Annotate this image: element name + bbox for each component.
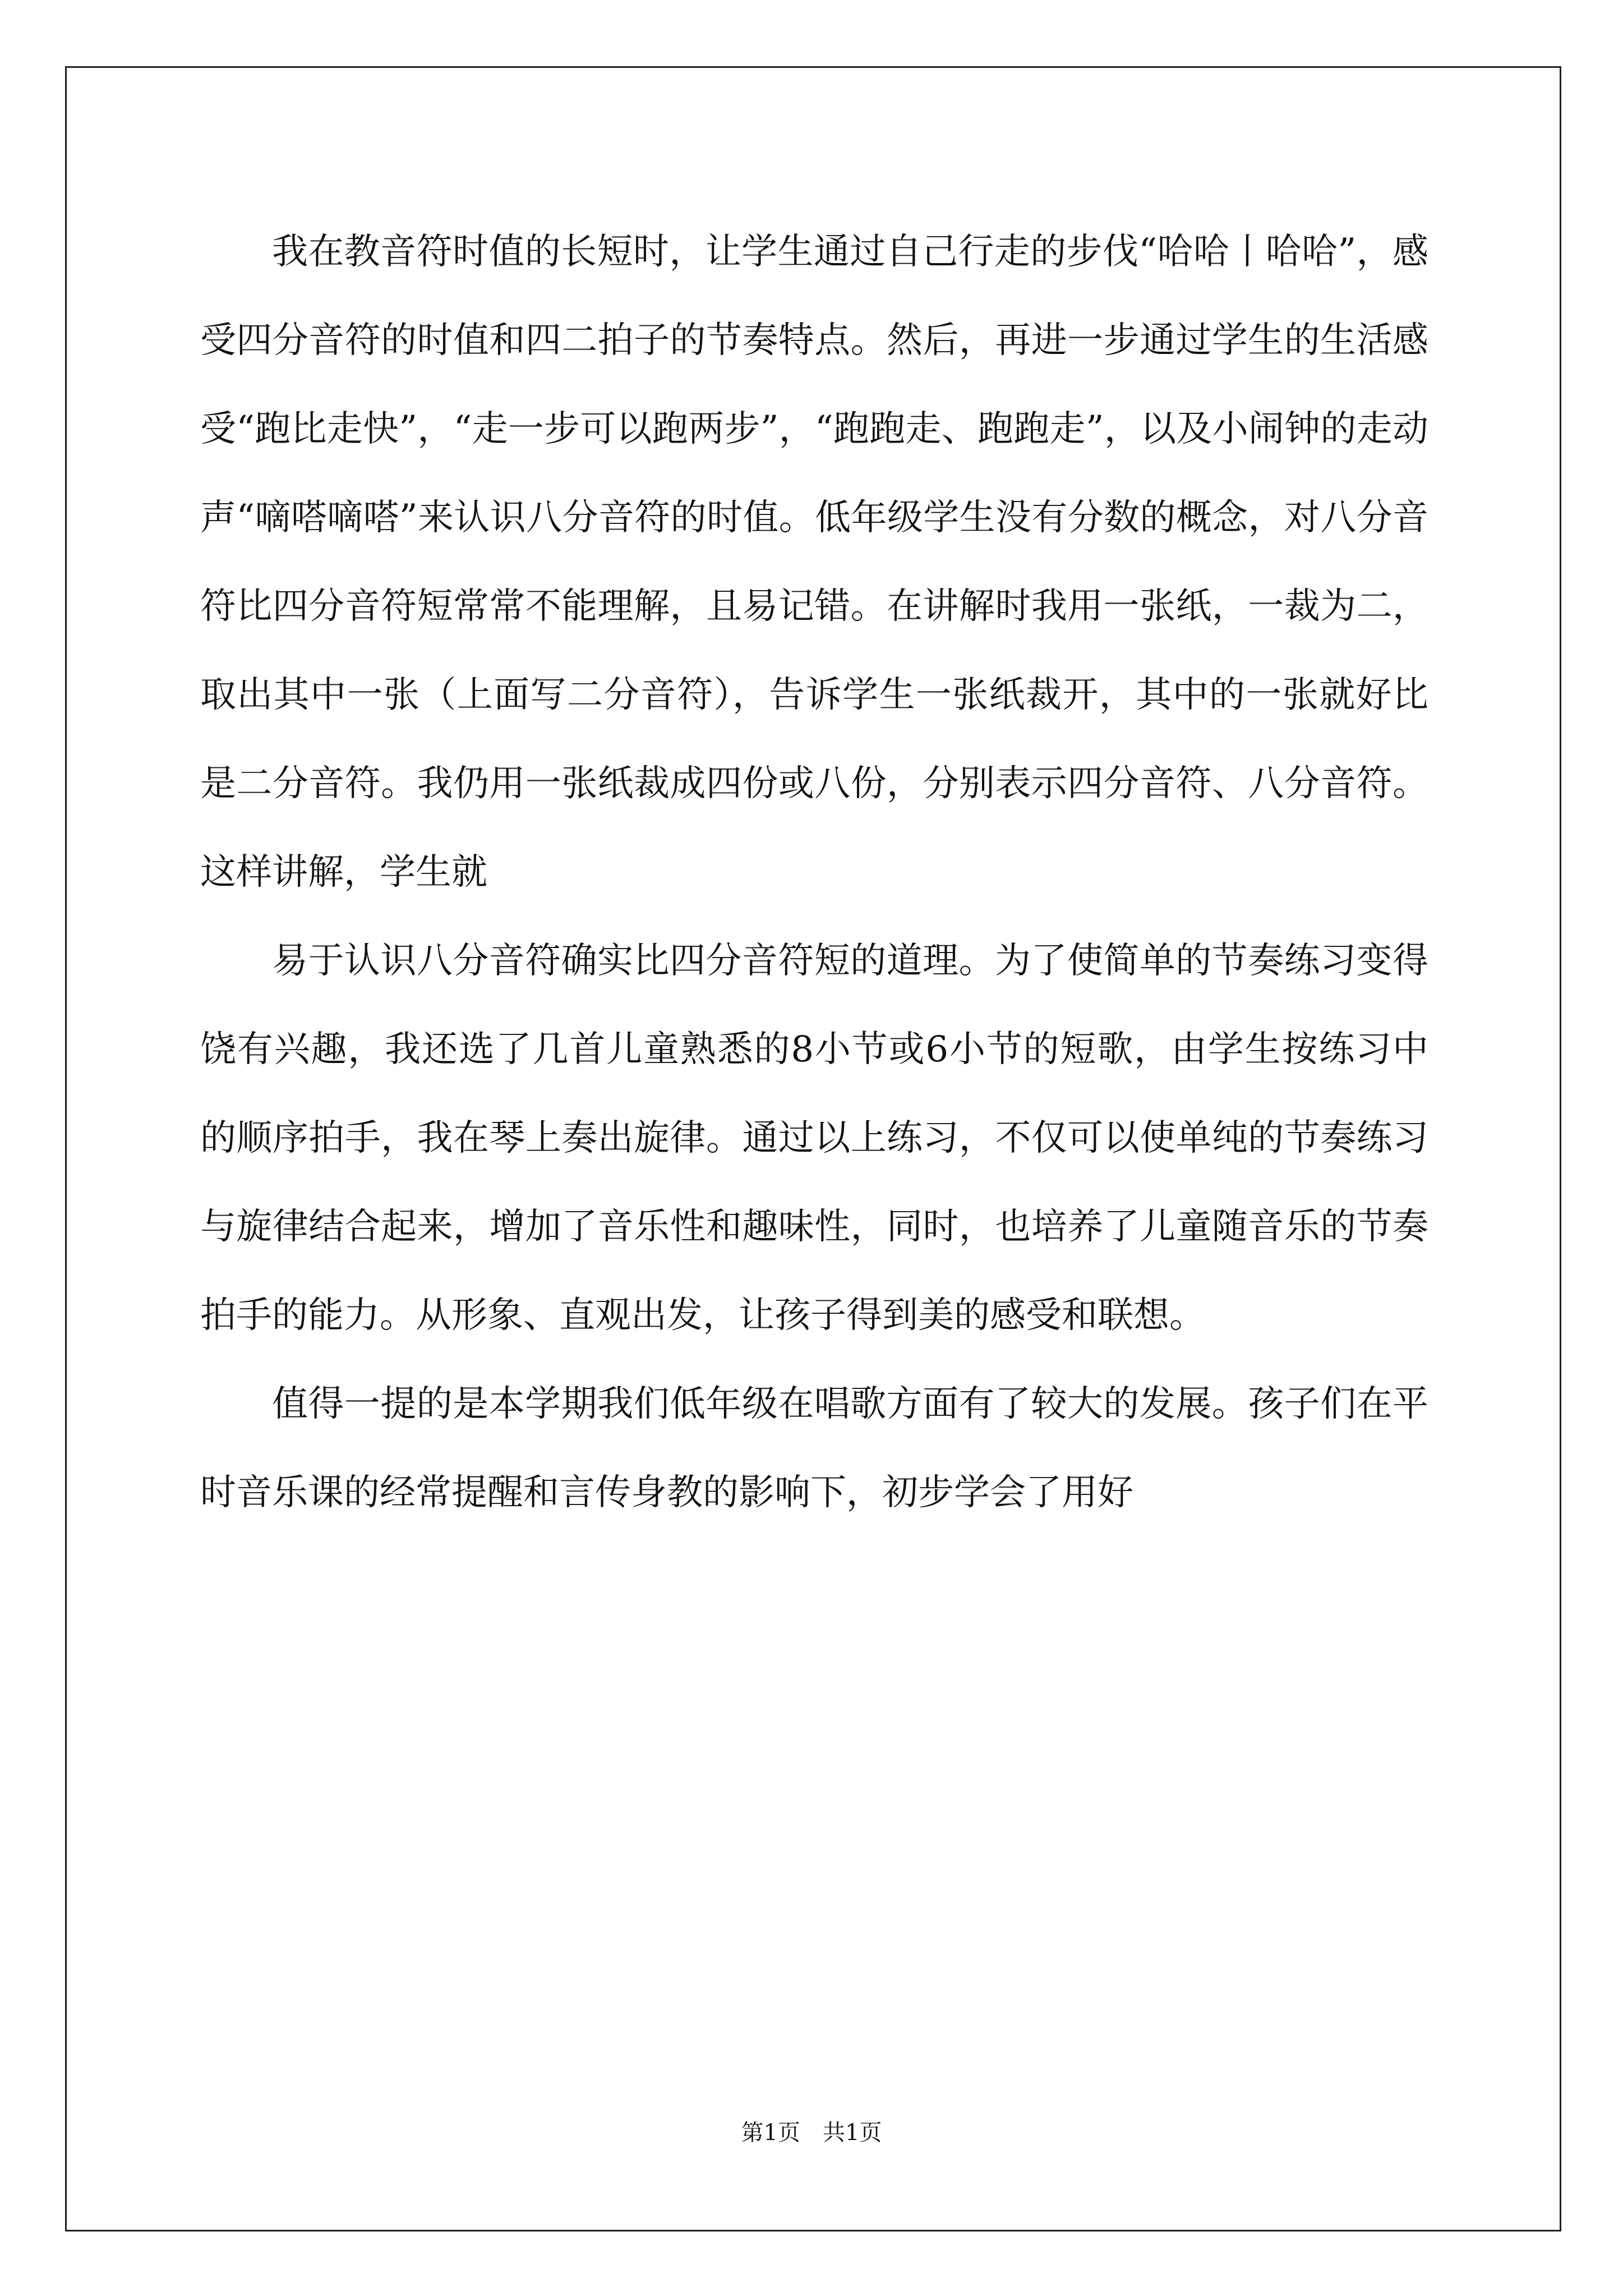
paragraph-2: 易于认识八分音符确实比四分音符短的道理。为了使简单的节奏练习变得饶有兴趣，我还选了几首儿童熟悉的8小节或6小节的短歌，由学生按练习中的顺序拍手，我在琴上奏出旋律。通过以上练习，不仅可以使单纯的节奏练习与旋律结合起来，增加了音乐性和趣味性，同时，也培养了儿童随音乐的节奏拍手的能力。从形象、直观出发，让孩子得到美的感受和联想。	[200, 940, 1428, 1336]
page-number-current: 第1页	[741, 2120, 800, 2146]
page-number-total: 共1页	[823, 2120, 882, 2146]
page-footer	[0, 2115, 1623, 2147]
paragraph-3: 值得一提的是本学期我们低年级在唱歌方面有了较大的发展。孩子们在平时音乐课的经常提醒和言传身教的影响下，初步学会了用好	[200, 1383, 1428, 1513]
paragraph-1: 我在教音符时值的长短时，让学生通过自己行走的步伐“哈哈丨哈哈”，感受四分音符的时值和四二拍子的节奏特点。然后，再进一步通过学生的生活感受“跑比走快”，“走一步可以跑两步”，“跑跑走、跑跑走”，以及小闹钟的走动声“嘀嗒嘀嗒”来认识八分音符的时值。低年级学生没有分数的概念，对八分音符比四分音符短常常不能理解，且易记错。在讲解时我用一张纸，一裁为二，取出其中一张（上面写二分音符），告诉学生一张纸裁开，其中的一张就好比是二分音符。我仍用一张纸裁成四份或八份，分别表示四分音符、八分音符。这样讲解，学生就	[200, 231, 1428, 893]
document-body	[200, 208, 1428, 1537]
